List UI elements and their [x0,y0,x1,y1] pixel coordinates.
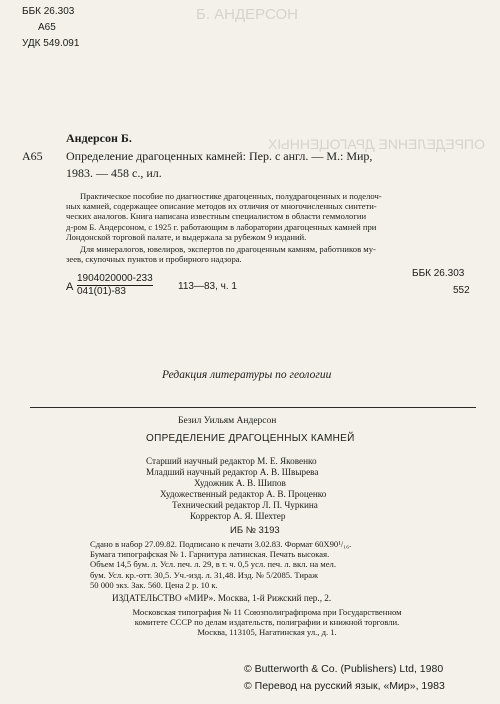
ib-number: ИБ № 3193 [230,525,280,536]
print-line: 50 000 экз. Зак. 560. Цена 2 р. 10 к. [90,579,218,590]
card-audience [66,244,466,264]
staff-line: Младший научный редактор А. В. Швырева [146,467,319,477]
copyright-original: © Butterworth & Co. (Publishers) Ltd, 1980 [244,663,444,675]
typography-block [72,607,462,638]
publisher-line: ИЗДАТЕЛЬСТВО «МИР». Москва, 1-й Рижский пер., 2. [112,593,332,603]
audience-line: зеев, скупочных пунктов и пробирного надзора. [66,254,242,265]
typography-line: Москва, 113105, Нагатинская ул., д. 1. [197,627,337,638]
card-code: А65 [22,149,43,163]
bbk-right: ББК 26.303 [412,268,465,279]
code-552: 552 [453,285,470,296]
print-line: Сдано в набор 27.09.82. Подписано к печати 3.02.83. Формат 60Х90¹/₁₆. [90,539,352,549]
card-title-line2: 1983. — 458 с., ил. [66,166,162,180]
formula-prefix: А [66,281,74,293]
staff-line: Старший научный редактор М. Е. Яковенко [146,456,317,466]
desc-line: ных камней, содержащее описание методов их отличия от многочисленных синтети- [66,201,377,212]
a65-code: А65 [38,22,56,33]
divider-rule [30,407,476,408]
card-description [66,191,466,242]
desc-line: Практическое пособие по диагностике драгоценных, полудрагоценных и поделоч- [80,191,382,201]
print-line: Бумага типографская № 1. Гарнитура латинская. Печать высокая. [90,549,330,560]
udk-code: УДК 549.091 [22,38,80,49]
card-author: Андерсон Б. [66,131,132,145]
print-line: бум. Усл. кр.-отт. 30,5. Уч.-изд. л. 31,48. Изд. № 5/2085. Тираж [90,569,319,580]
formula-fraction [77,273,153,297]
desc-line: Лондонской торговой палате, и выдержала за рубежом 9 изданий. [66,231,307,242]
formula-suffix: 113—83, ч. 1 [178,281,237,292]
typography-line: комитете СССР по делам издательств, полиграфии и книжной торговли. [134,617,400,628]
formula-numerator: 1904020000-233 [77,273,153,284]
editorial-line: Редакция литературы по геологии [162,369,332,381]
desc-line: ческих аналогов. Книга написана известным специалистом в области геммологии [66,211,367,222]
imprint-author: Безил Уильям Андерсон [178,416,277,426]
print-details [90,539,440,590]
imprint-title: ОПРЕДЕЛЕНИЕ ДРАГОЦЕННЫХ КАМНЕЙ [146,433,355,444]
desc-line: д-ром Б. Андерсоном, с 1925 г. работающим в лаборатории драгоценных камней при [66,221,377,232]
formula-denominator: 041(01)-83 [77,286,126,297]
staff-line: Художественный редактор А. В. Проценко [160,489,327,499]
ghost-author-text: Б. АНДЕРСОН [196,6,299,23]
staff-line: Художник А. В. Шипов [194,478,286,488]
bbk-code: ББК 26.303 [22,6,75,17]
audience-line: Для минералогов, ювелиров, экспертов по драгоценным камням, работников му- [80,244,376,254]
staff-line: Технический редактор Л. П. Чуркина [172,500,318,510]
staff-line: Корректор А. Я. Шехтер [190,511,286,521]
print-line: Объем 14,5 бум. л. Усл. печ. л. 29, в т. ч. 0,5 усл. печ. л. вкл. на мел. [90,559,336,570]
typography-line: Московская типография № 11 Союзполиграфпрома при Государственном [132,607,402,617]
copyright-translation: © Перевод на русский язык, «Мир», 1983 [244,680,445,692]
ghost-mirror-title: ОПРЕДЕЛЕНИЕ ДРАГОЦЕННЫХ [268,136,485,152]
card-title-line1: Определение драгоценных камней: Пер. с англ. — М.: Мир, [66,149,373,163]
